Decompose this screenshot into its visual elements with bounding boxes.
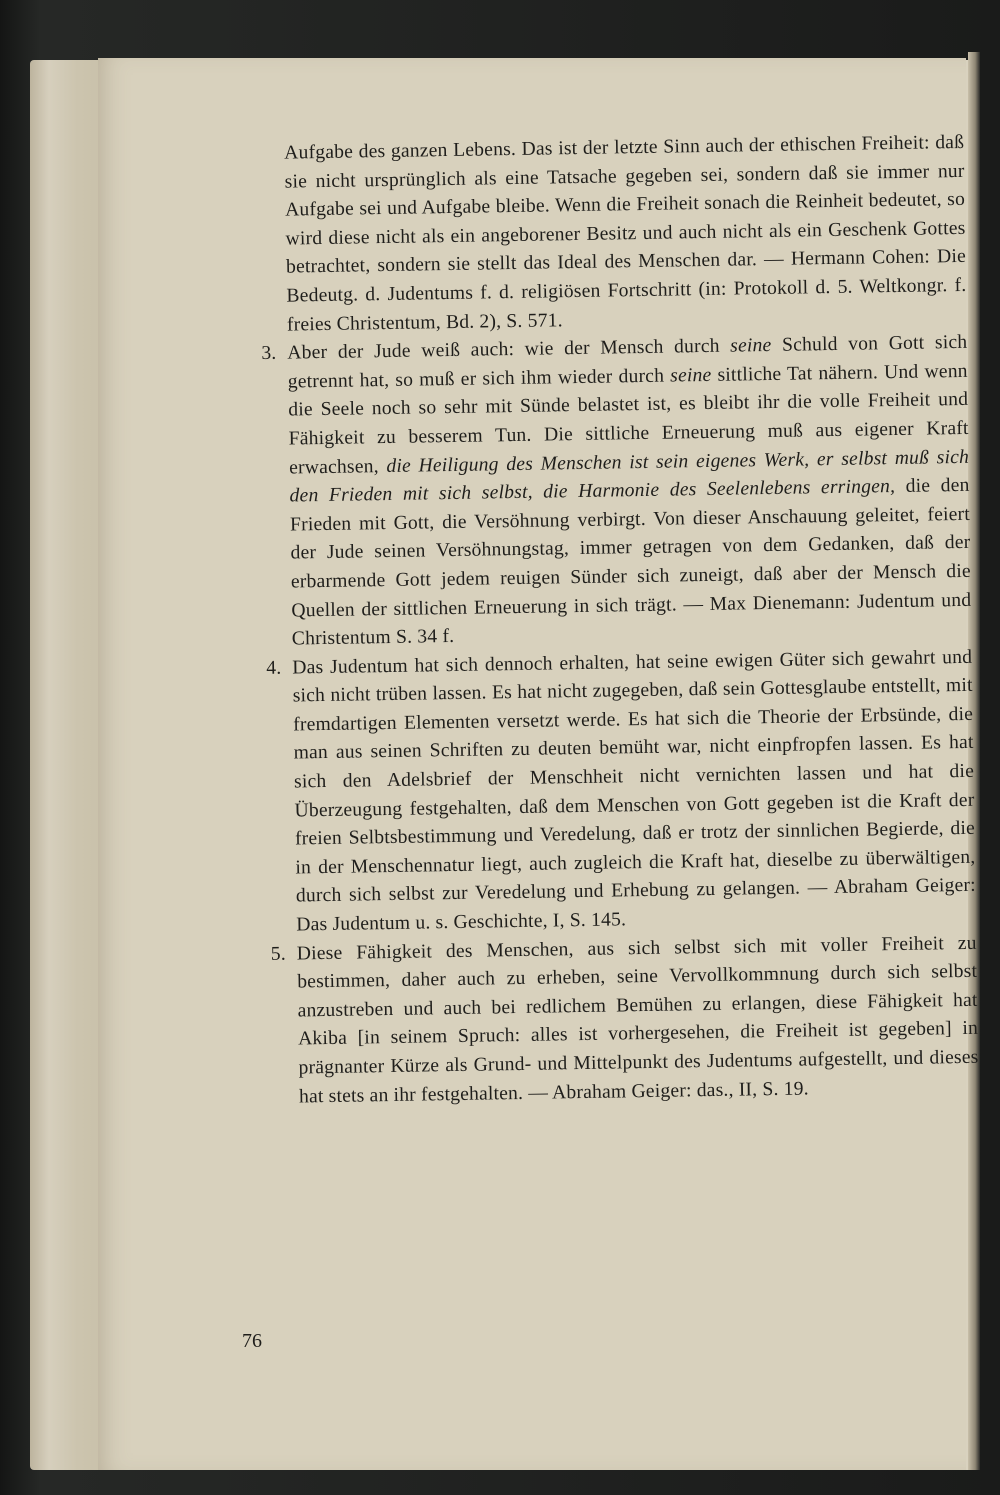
note-3-emphasis-2: seine <box>670 364 712 387</box>
note-continuation-text: Aufgabe des ganzen Lebens. Das ist der letzte Sinn auch der ethischen Freiheit: daß sie nicht ursprünglich als eine Tatsache gegeben sei, sondern daß sie immer nur Aufgabe sei und Aufgabe bleibe. Wenn die Freiheit sonach die Reinheit bedeutet, so wird diese nicht als ein angeborener Besitz und auch nicht als ein Geschenk Gottes betrachtet, sondern sie stellt das Ideal des Menschen dar. — Hermann Cohen: Die Bedeutg. d. Judentums f. d. religiösen Fortschritt (in: Protokoll d. 5. Weltkongr. f. freies Christentum, Bd. 2), S. 571. <box>284 131 967 336</box>
note-3-text-2: Schuld von Gott sich getrennt hat, so muß er sich ihm wieder durch <box>287 332 968 393</box>
note-number: 5. <box>270 943 287 965</box>
note-4-text: Das Judentum hat sich dennoch erhalten, hat seine ewigen Güter sich gewahrt und sich nicht trüben lassen. Es hat nicht zugegeben, daß sein Gottesglaube entstellt, mit fremdartigen Elementen versetzt werde. Es hat sich die Theorie der Erbsünde, die man aus seinen Schriften zu deuten bemüht war, nicht einpfropfen lassen. Es hat sich den Adelsbrief der Menschheit nicht vernichten lassen und hat die Überzeugung festgehalten, daß dem Menschen von Gott gegeben ist die Kraft der freien Selbtsbestimmung und Veredelung, daß er trotz der sinnlichen Begierde, die in der Menschennatur liegt, auch zugleich die Kraft hat, dieselbe zu überwältigen, durch sich selbst zur Veredelung und Erhebung zu gelangen. — Abraham Geiger: Das Judentum u. s. Geschichte, I, S. 145. <box>292 646 976 936</box>
note-3-emphasis-3: die Heiligung des Menschen ist sein eigenes Werk, er selbst muß sich den Frieden mit sich selbst, die Harmonie des Seelenlebens erringen, <box>289 446 970 507</box>
note-5 <box>271 929 980 1112</box>
note-3-text-3: sittliche Tat nähern. Und wenn die Seele noch so sehr mit Sünde belastet ist, es bleibt ihr die volle Freiheit und Fähigkeit zu besserem Tun. Die sittliche Erneuerung muß aus eigener Kraft erwachsen, <box>288 360 969 479</box>
page-number: 76 <box>242 1330 262 1352</box>
note-5-text: Diese Fähigkeit des Menschen, aus sich selbst sich mit voller Freiheit zu bestimmen, daher auch zu erheben, seine Vervollkommnung durch sich selbst anzustreben und auch bei redlichem Bemühen zu erlangen, diese Fähigkeit hat Akiba [in seinem Spruch: alles ist vorhergesehen, die Freiheit ist gegeben] in prägnanter Kürze als Grund- und Mittelpunkt des Judentums aufgestellt, und dieses hat stets an ihr festgehalten. — Abraham Geiger: das., II, S. 19. <box>296 932 979 1108</box>
note-3-text-4: die den Frieden mit Gott, die Versöhnung verbirgt. Von dieser Anschauung geleitet, feiert der Jude seinen Versöhnungstag, immer getragen von dem Gedanken, daß der erbarmende Gott jedem reuigen Sünder sich zuneigt, daß aber der Mensch die Quellen der sittlichen Erneuerung in sich trägt. — Max Dienemann: Judentum und Christentum S. 34 f. <box>289 474 972 650</box>
note-4 <box>266 644 976 941</box>
note-3-emphasis-1: seine <box>730 335 772 357</box>
note-number: 4. <box>266 657 282 679</box>
note-number: 3. <box>261 342 277 365</box>
note-3-text-1: Aber der Jude weiß auch: wie der Mensch durch <box>287 335 731 364</box>
note-continuation <box>258 129 967 340</box>
note-3 <box>261 329 972 655</box>
page-text <box>258 129 979 1112</box>
